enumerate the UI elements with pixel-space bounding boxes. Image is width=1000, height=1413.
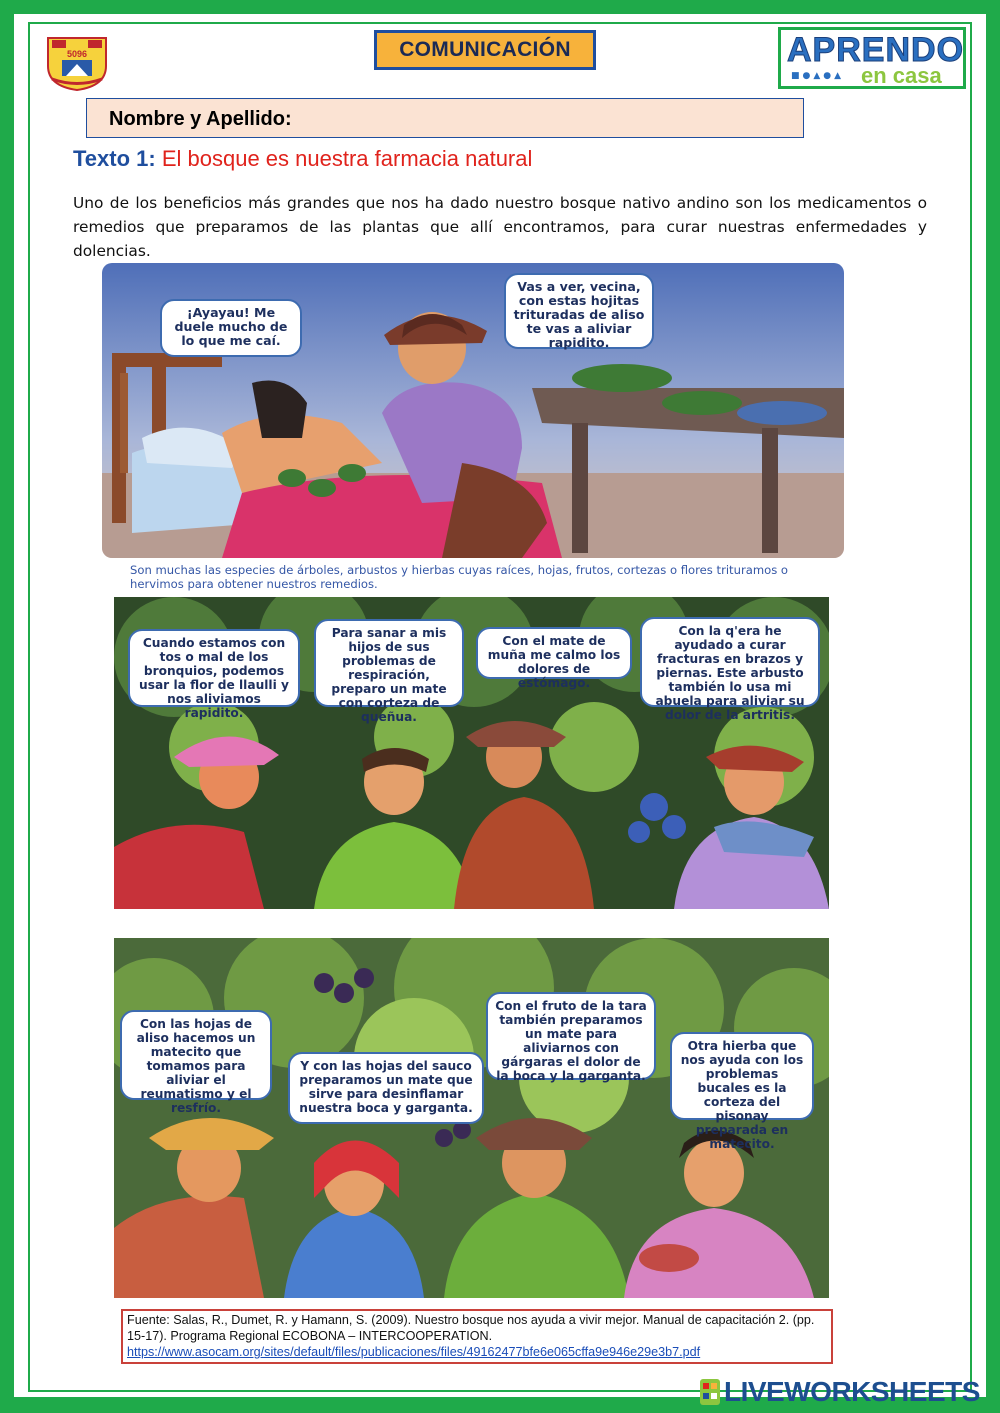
speech-bubble-qera: Con la q'era he ayudado a curar fracturas en brazos y piernas. Este arbusto también lo usa mi abuela para aliviar su dolor de la artritis. — [640, 617, 820, 707]
liveworksheets-wordmark: LIVEWORKSHEETS — [724, 1376, 980, 1407]
illustration-panel-2 — [114, 597, 829, 909]
text-title-main: El bosque es nuestra farmacia natural — [161, 146, 533, 171]
name-label: Nombre y Apellido: — [109, 108, 292, 130]
school-number: 5096 — [66, 49, 88, 59]
speech-bubble-llaulli: Cuando estamos con tos o mal de los bronquios, podemos usar la flor de llaulli y nos aliviamos rapidito. — [128, 629, 300, 707]
text-number: Texto 1: — [73, 146, 156, 171]
school-logo — [42, 34, 112, 92]
speech-bubble-pisonay: Otra hierba que nos ayuda con los problemas bucales es la corteza del pisonay preparada en matecito. — [670, 1032, 814, 1120]
speech-bubble-quenua: Para sanar a mis hijos de sus problemas de respiración, preparo un mate con corteza de queñua. — [314, 619, 464, 707]
en-casa-word: en casa — [861, 63, 942, 88]
speech-bubble-sauco: Y con las hojas del sauco preparamos un mate que sirve para desinflamar nuestra boca y garganta. — [288, 1052, 484, 1124]
aprendo-en-casa-logo — [778, 27, 966, 89]
source-text: Fuente: Salas, R., Dumet, R. y Hamann, S. (2009). Nuestro bosque nos ayuda a vivir mejor. Manual de capacitación 2. (pp. 15-17). Programa Regional ECOBONA – INTERCOOPERATION. — [127, 1313, 815, 1343]
liveworksheets-badge-icon — [700, 1379, 720, 1405]
speech-bubble-tara: Con el fruto de la tara también preparamos un mate para aliviarnos con gárgaras el dolor de la boca y la garganta. — [486, 992, 656, 1080]
speech-bubble-muna: Con el mate de muña me calmo los dolores de estómago. — [476, 627, 632, 679]
illustration-caption: Son muchas las especies de árboles, arbustos y hierbas cuyas raíces, hojas, frutos, cortezas o flores trituramos o hervimos para obtener nuestros remedios. — [130, 563, 789, 591]
dots-icon: ■●▲●▲ — [791, 71, 845, 81]
aprendo-word: APRENDO — [787, 31, 965, 69]
text-title — [73, 146, 532, 172]
source-link[interactable]: https://www.asocam.org/sites/default/files/publicaciones/files/49162477bfe6e065cffa9e946e29e3b7.pdf — [127, 1345, 701, 1359]
source-citation — [121, 1309, 833, 1364]
liveworksheets-logo — [700, 1375, 990, 1409]
illustration-panel-1 — [102, 263, 844, 558]
name-field[interactable] — [86, 98, 804, 138]
illustration-panel-3 — [114, 938, 829, 1298]
speech-bubble-neighbor: Vas a ver, vecina, con estas hojitas trituradas de aliso te vas a aliviar rapidito. — [504, 273, 654, 349]
speech-bubble-patient: ¡Ayayau! Me duele mucho de lo que me caí. — [160, 299, 302, 357]
subject-title: COMUNICACIÓN — [374, 30, 596, 70]
intro-paragraph: Uno de los beneficios más grandes que nos ha dado nuestro bosque nativo andino son los medicamentos o remedios que preparamos de las plantas que allí encontramos, para curar nuestras enfermedades y dolencias. — [73, 194, 927, 260]
speech-bubble-aliso: Con las hojas de aliso hacemos un matecito que tomamos para aliviar el reumatismo y el resfrío. — [120, 1010, 272, 1100]
